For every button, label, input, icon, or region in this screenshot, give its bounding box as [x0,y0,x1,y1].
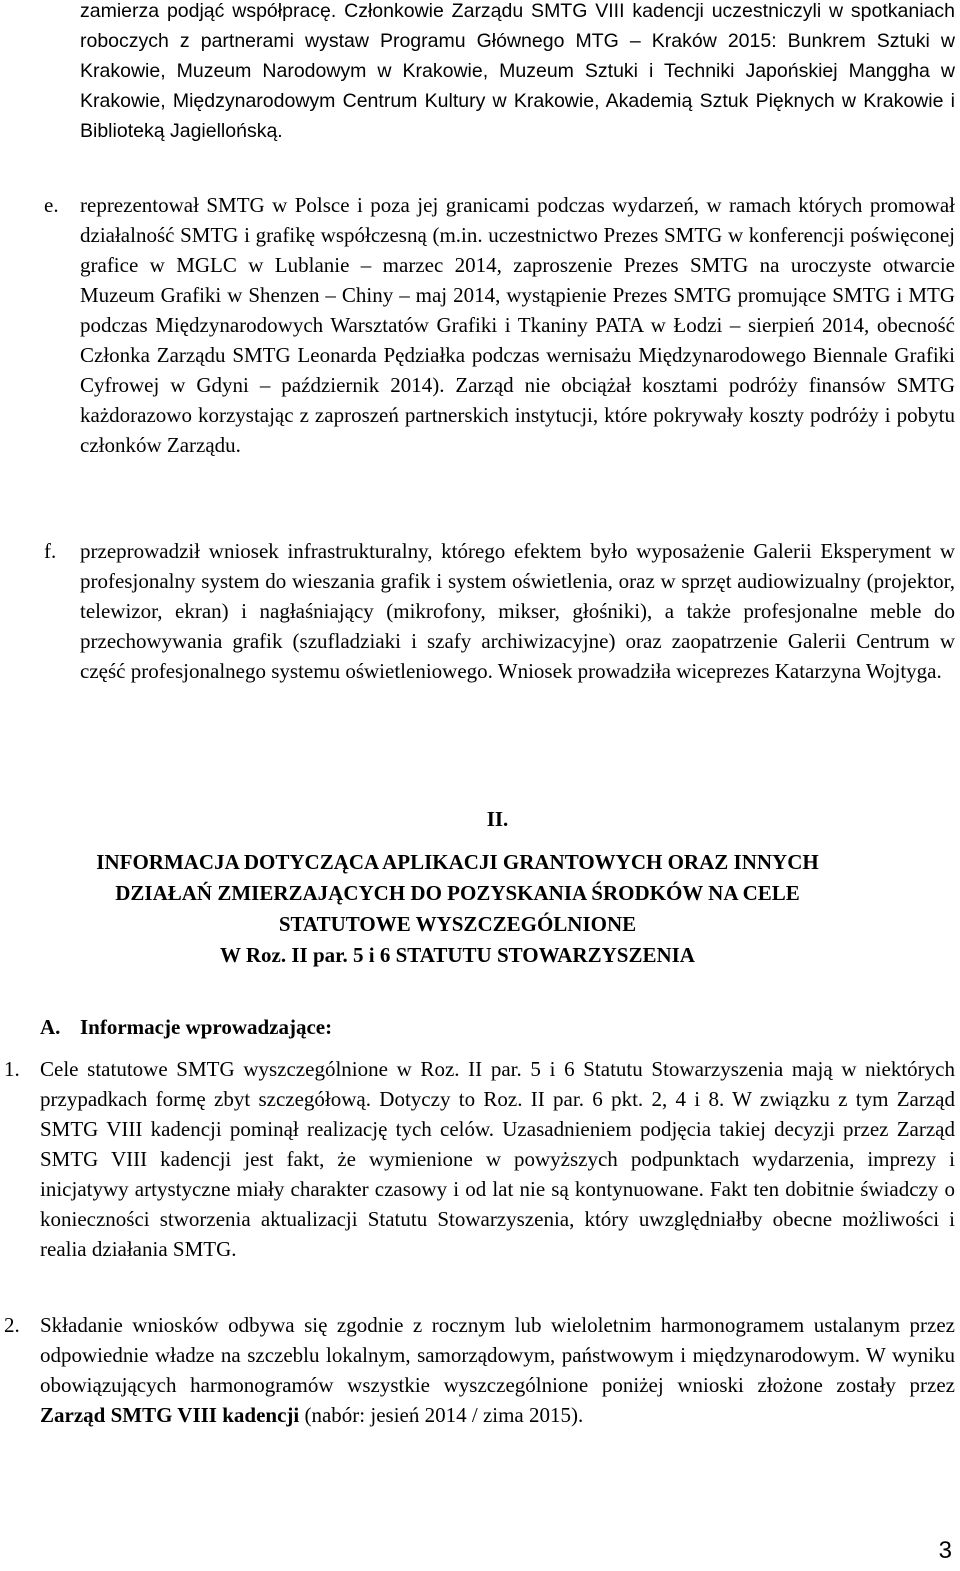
point-2-marker: 2. [4,1313,20,1337]
subsection-title: Informacje wprowadzające: [80,1015,333,1039]
point-2-text: Składanie wniosków odbywa się zgodnie z rocznym lub wieloletnim harmonogramem ustalanym przez odpowiednie władze na szczeblu lokalnym, samorządowym, państwowym i międzynarodowym. W wyniku obowiązujących harmonogramów wszystkie wyszczególnione poniżej wnioski złożone zostały przez [40,1313,955,1397]
item-e-paragraph: reprezentował SMTG w Polsce i poza jej granicami podczas wydarzeń, w ramach których promował działalność SMTG i grafikę współczesną (m.in. uczestnictwo Prezes SMTG w konferencji poświęconej grafice w MGLC w Lublanie – marzec 2014, zaproszenie Prezes SMTG na uroczyste otwarcie Muzeum Grafiki w Shenzen – Chiny – maj 2014, wystąpienie Prezes SMTG promujące SMTG i MTG podczas Międzynarodowych Warsztatów Grafiki i Tkaniny PATA w Łodzi – sierpień 2014, obecność Członka Zarządu SMTG Leonarda Pędziałka podczas wernisażu Międzynarodowego Biennale Grafiki Cyfrowej w Gdyni – październik 2014). Zarząd nie obciążał kosztami podróży finansów SMTG każdorazowo korzystając z zaproszeń partnerskich instytucji, które pokrywały koszty podróży i pobytu członków Zarządu. [80,193,955,457]
subsection-marker: A. [40,1015,61,1039]
continuation-paragraph: zamierza podjąć współpracę. Członkowie Zarządu SMTG VIII kadencji uczestniczyli w spotkaniach roboczych z partnerami wystaw Programu Głównego MTG – Kraków 2015: Bunkrem Sztuki w Krakowie, Muzeum Narodowym w Krakowie, Muzeum Sztuki i Techniki Japońskiej Manggha w Krakowie, Międzynarodowym Centrum Kultury w Krakowie, Akademią Sztuk Pięknych w Krakowie i Biblioteką Jagiellońską. [80,0,955,142]
section-number: II. [486,807,509,831]
section-title-line: W Roz. II par. 5 i 6 STATUTU STOWARZYSZENIA [220,943,695,967]
page-number: 3 [938,1537,952,1564]
section-title [0,847,915,971]
item-f-paragraph: przeprowadził wniosek infrastrukturalny, którego efektem było wyposażenie Galerii Eksperyment w profesjonalny system do wieszania grafik i system oświetlenia, oraz w sprzęt audiowizualny (projektor, telewizor, ekran) i nagłaśniający (mikrofony, mikser, głośniki), a także profesjonalne meble do przechowywania grafik (szufladziaki i szafy archiwizacyjne) oraz zaopatrzenie Galerii Centrum w część profesjonalnego systemu oświetleniowego. Wniosek prowadziła wiceprezes Katarzyna Wojtyga. [80,539,955,683]
point-2-bold-text: Zarząd SMTG VIII kadencji [40,1403,300,1427]
point-2-paragraph [40,1310,955,1430]
section-title-line: STATUTOWE WYSZCZEGÓLNIONE [278,912,637,936]
section-title-line: DZIAŁAŃ ZMIERZAJĄCYCH DO POZYSKANIA ŚRODKÓW NA CELE [115,881,800,905]
item-e-marker: e. [44,193,59,217]
point-1-marker: 1. [4,1057,20,1081]
point-1-paragraph: Cele statutowe SMTG wyszczególnione w Roz. II par. 5 i 6 Statutu Stowarzyszenia mają w niektórych przypadkach formę zbyt szczegółową. Dotyczy to Roz. II par. 6 pkt. 2, 4 i 8. W związku z tym Zarząd SMTG VIII kadencji pominął realizację tych celów. Uzasadnieniem podjęcia takiej decyzji przez Zarząd SMTG VIII kadencji jest fakt, że wymienione w powyższych podpunktach wydarzenia, imprezy i inicjatywy artystyczne miały charakter czasowy i od lat nie są kontynuowane. Fakt ten dobitnie świadczy o konieczności stworzenia aktualizacji Statutu Stowarzyszenia, który uwzględniałby obecne możliwości i realia działania SMTG. [40,1057,955,1261]
item-f-marker: f. [44,539,57,563]
point-2-text-end: (nabór: jesień 2014 / zima 2015). [304,1403,584,1427]
section-title-line: INFORMACJA DOTYCZĄCA APLIKACJI GRANTOWYCH ORAZ INNYCH [96,850,819,874]
